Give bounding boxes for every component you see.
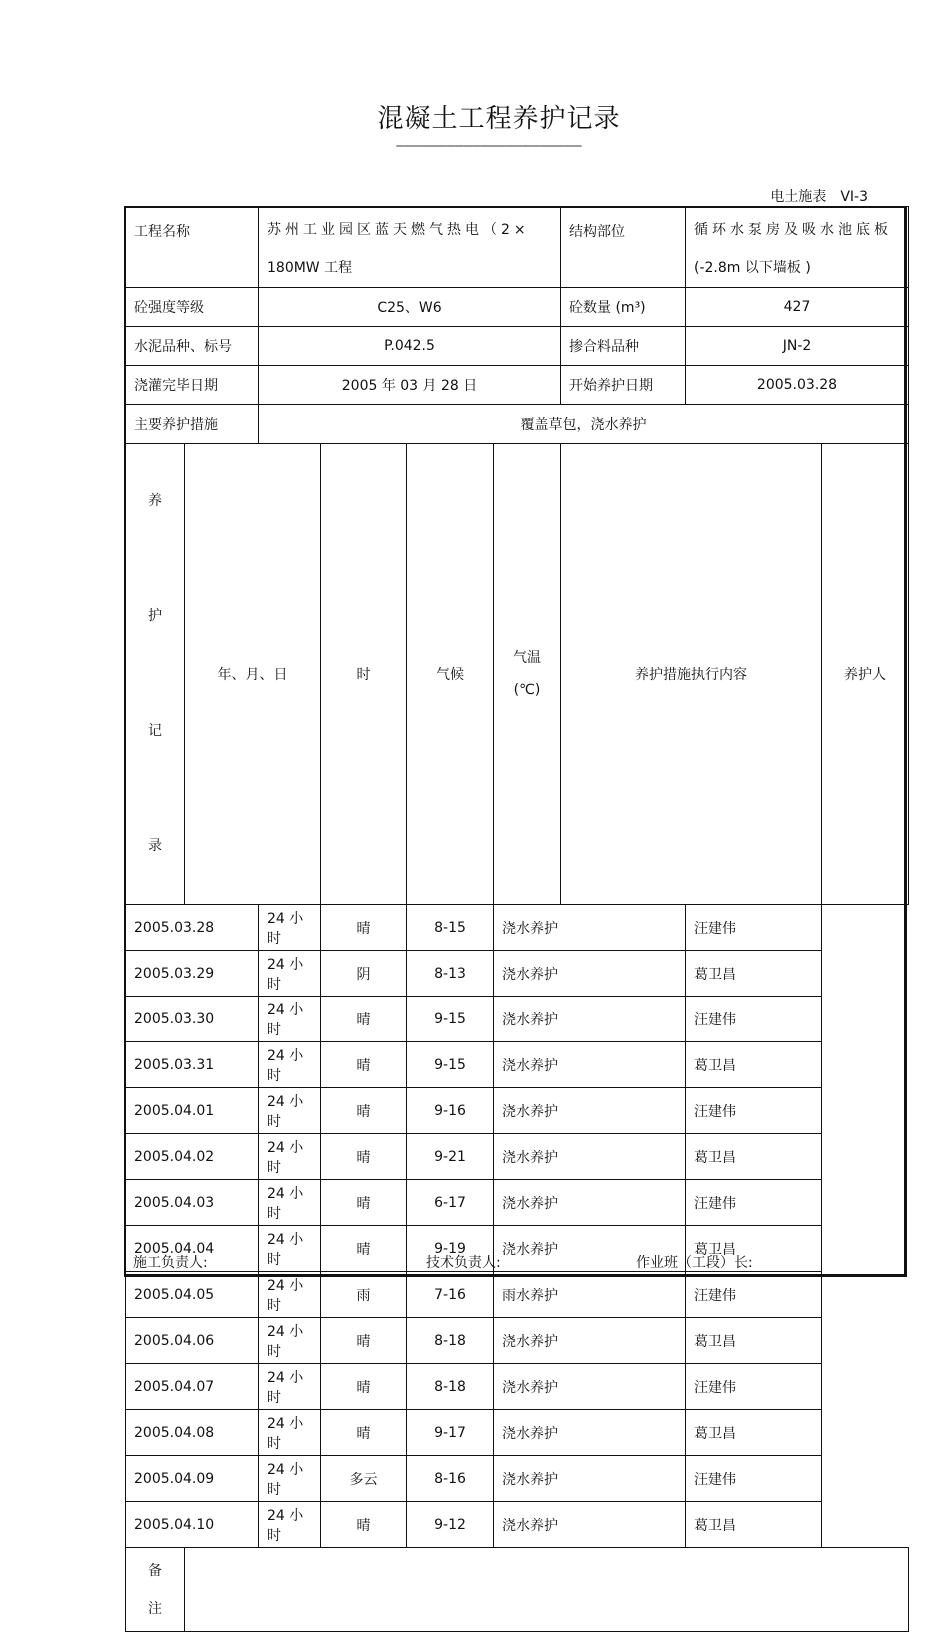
record-person: 汪建伟 — [686, 1180, 822, 1226]
record-hours: 24 小时 — [259, 1502, 321, 1548]
record-content: 浇水养护 — [494, 1088, 686, 1134]
strength-value: C25、W6 — [259, 288, 561, 327]
record-temp: 6-17 — [407, 1180, 494, 1226]
record-temp: 9-17 — [407, 1410, 494, 1456]
record-row — [126, 1042, 909, 1088]
record-temp: 9-15 — [407, 1042, 494, 1088]
cement-value: P.042.5 — [259, 327, 561, 366]
record-temp: 9-15 — [407, 997, 494, 1042]
record-side-label — [126, 444, 185, 905]
record-row — [126, 1410, 909, 1456]
record-date: 2005.04.02 — [126, 1134, 259, 1180]
record-weather: 晴 — [321, 1502, 407, 1548]
side-char-2: 护 — [148, 608, 162, 624]
title-underline: —————————————————————— — [396, 138, 582, 154]
project-row — [126, 207, 909, 288]
record-hours: 24 小时 — [259, 1272, 321, 1318]
project-name-value — [259, 207, 561, 288]
record-date: 2005.03.28 — [126, 905, 259, 951]
record-person: 葛卫昌 — [686, 951, 822, 997]
header-temp — [494, 444, 561, 905]
header-temp-line2: (℃) — [513, 682, 541, 698]
record-temp: 8-13 — [407, 951, 494, 997]
header-person: 养护人 — [822, 444, 909, 905]
main-measure-row — [126, 405, 909, 444]
record-weather: 雨 — [321, 1272, 407, 1318]
record-person: 汪建伟 — [686, 1364, 822, 1410]
cure-start-label: 开始养护日期 — [561, 366, 686, 405]
record-person: 汪建伟 — [686, 1456, 822, 1502]
record-person: 葛卫昌 — [686, 1226, 822, 1272]
record-hours: 24 小时 — [259, 997, 321, 1042]
record-weather: 阴 — [321, 951, 407, 997]
record-weather: 晴 — [321, 1134, 407, 1180]
remarks-char-2: 注 — [148, 1600, 162, 1617]
admixture-label: 掺合料品种 — [561, 327, 686, 366]
record-weather: 晴 — [321, 1226, 407, 1272]
structure-part-value — [686, 207, 909, 288]
record-hours: 24 小时 — [259, 1226, 321, 1272]
side-char-1: 养 — [148, 493, 162, 509]
record-hours: 24 小时 — [259, 1042, 321, 1088]
record-person: 葛卫昌 — [686, 1042, 822, 1088]
record-hours: 24 小时 — [259, 905, 321, 951]
record-weather: 晴 — [321, 1042, 407, 1088]
record-temp: 7-16 — [407, 1272, 494, 1318]
record-date: 2005.04.01 — [126, 1088, 259, 1134]
remarks-row — [126, 1548, 909, 1632]
record-date: 2005.04.06 — [126, 1318, 259, 1364]
pour-date-value: 2005 年 03 月 28 日 — [259, 366, 561, 405]
page-title: 混凝土工程养护记录 — [377, 104, 621, 134]
record-hours: 24 小时 — [259, 1134, 321, 1180]
record-date: 2005.04.10 — [126, 1502, 259, 1548]
main-measure-label: 主要养护措施 — [126, 405, 259, 444]
record-weather: 晴 — [321, 905, 407, 951]
header-content: 养护措施执行内容 — [561, 444, 822, 905]
record-hours: 24 小时 — [259, 1364, 321, 1410]
record-person: 葛卫昌 — [686, 1502, 822, 1548]
record-content: 浇水养护 — [494, 997, 686, 1042]
record-header-row — [126, 444, 909, 905]
record-date: 2005.04.05 — [126, 1272, 259, 1318]
record-row — [126, 1318, 909, 1364]
record-hours: 24 小时 — [259, 1410, 321, 1456]
record-temp: 8-18 — [407, 1318, 494, 1364]
record-weather: 晴 — [321, 997, 407, 1042]
cure-start-value: 2005.03.28 — [686, 366, 909, 405]
record-person: 葛卫昌 — [686, 1318, 822, 1364]
record-weather: 晴 — [321, 1180, 407, 1226]
record-temp: 9-19 — [407, 1226, 494, 1272]
record-content: 浇水养护 — [494, 905, 686, 951]
record-date: 2005.04.08 — [126, 1410, 259, 1456]
record-hours: 24 小时 — [259, 951, 321, 997]
record-temp: 8-15 — [407, 905, 494, 951]
record-temp: 8-16 — [407, 1456, 494, 1502]
record-row — [126, 1180, 909, 1226]
remarks-label — [126, 1548, 185, 1632]
record-content: 浇水养护 — [494, 1042, 686, 1088]
record-content: 浇水养护 — [494, 1180, 686, 1226]
strength-row — [126, 288, 909, 327]
record-content: 浇水养护 — [494, 1364, 686, 1410]
record-content: 浇水养护 — [494, 1410, 686, 1456]
header-hours: 时 — [321, 444, 407, 905]
record-hours: 24 小时 — [259, 1180, 321, 1226]
side-char-3: 记 — [148, 723, 162, 739]
record-date: 2005.04.04 — [126, 1226, 259, 1272]
quantity-label: 砼数量 (m³) — [561, 288, 686, 327]
structure-part-line1: 循环水泵房及吸水池底板 — [694, 222, 893, 238]
record-weather: 晴 — [321, 1318, 407, 1364]
record-content: 浇水养护 — [494, 1318, 686, 1364]
remarks-content — [185, 1548, 909, 1632]
record-temp: 9-16 — [407, 1088, 494, 1134]
record-person: 汪建伟 — [686, 1088, 822, 1134]
record-hours: 24 小时 — [259, 1456, 321, 1502]
record-row — [126, 1364, 909, 1410]
record-weather: 多云 — [321, 1456, 407, 1502]
record-row — [126, 951, 909, 997]
record-person: 汪建伟 — [686, 1272, 822, 1318]
record-weather: 晴 — [321, 1364, 407, 1410]
header-weather: 气候 — [407, 444, 494, 905]
record-person: 葛卫昌 — [686, 1134, 822, 1180]
record-date: 2005.04.07 — [126, 1364, 259, 1410]
main-measure-value: 覆盖草包，浇水养护 — [259, 405, 909, 444]
record-date: 2005.03.30 — [126, 997, 259, 1042]
record-row — [126, 997, 909, 1042]
record-row — [126, 1456, 909, 1502]
record-row — [126, 1502, 909, 1548]
quantity-value: 427 — [686, 288, 909, 327]
record-content: 雨水养护 — [494, 1272, 686, 1318]
footer-construction-lead: 施工负责人: — [133, 1255, 208, 1271]
date-row — [126, 366, 909, 405]
admixture-value: JN-2 — [686, 327, 909, 366]
structure-part-label: 结构部位 — [561, 207, 686, 288]
record-date: 2005.04.09 — [126, 1456, 259, 1502]
record-temp: 9-21 — [407, 1134, 494, 1180]
remarks-char-1: 备 — [148, 1562, 162, 1579]
record-date: 2005.03.31 — [126, 1042, 259, 1088]
record-temp: 9-12 — [407, 1502, 494, 1548]
record-date: 2005.04.03 — [126, 1180, 259, 1226]
header-date: 年、月、日 — [185, 444, 321, 905]
record-date: 2005.03.29 — [126, 951, 259, 997]
record-content: 浇水养护 — [494, 951, 686, 997]
project-name-line1: 苏州工业园区蓝天燃气热电（2× — [267, 222, 530, 238]
record-hours: 24 小时 — [259, 1318, 321, 1364]
record-content: 浇水养护 — [494, 1456, 686, 1502]
strength-label: 砼强度等级 — [126, 288, 259, 327]
record-row — [126, 1088, 909, 1134]
record-content: 浇水养护 — [494, 1226, 686, 1272]
record-person: 葛卫昌 — [686, 1410, 822, 1456]
record-weather: 晴 — [321, 1410, 407, 1456]
footer-technical-lead: 技术负责人: — [426, 1255, 501, 1271]
record-row — [126, 1272, 909, 1318]
structure-part-line2: (-2.8m 以下墙板 ) — [694, 260, 811, 276]
footer-team-lead: 作业班（工段）长: — [636, 1255, 753, 1271]
record-row — [126, 1226, 909, 1272]
record-weather: 晴 — [321, 1088, 407, 1134]
record-temp: 8-18 — [407, 1364, 494, 1410]
curing-record-table — [125, 206, 909, 1632]
record-content: 浇水养护 — [494, 1134, 686, 1180]
side-char-4: 录 — [148, 838, 162, 854]
cement-row — [126, 327, 909, 366]
record-row — [126, 1134, 909, 1180]
record-person: 汪建伟 — [686, 905, 822, 951]
project-name-line2: 180MW 工程 — [267, 260, 353, 276]
form-number: 电土施表 VI-3 — [770, 189, 868, 205]
pour-date-label: 浇灌完毕日期 — [126, 366, 259, 405]
record-person: 汪建伟 — [686, 997, 822, 1042]
record-content: 浇水养护 — [494, 1502, 686, 1548]
header-temp-line1: 气温 — [513, 650, 541, 666]
cement-label: 水泥品种、标号 — [126, 327, 259, 366]
record-hours: 24 小时 — [259, 1088, 321, 1134]
project-name-label: 工程名称 — [126, 207, 259, 288]
record-row — [126, 905, 909, 951]
